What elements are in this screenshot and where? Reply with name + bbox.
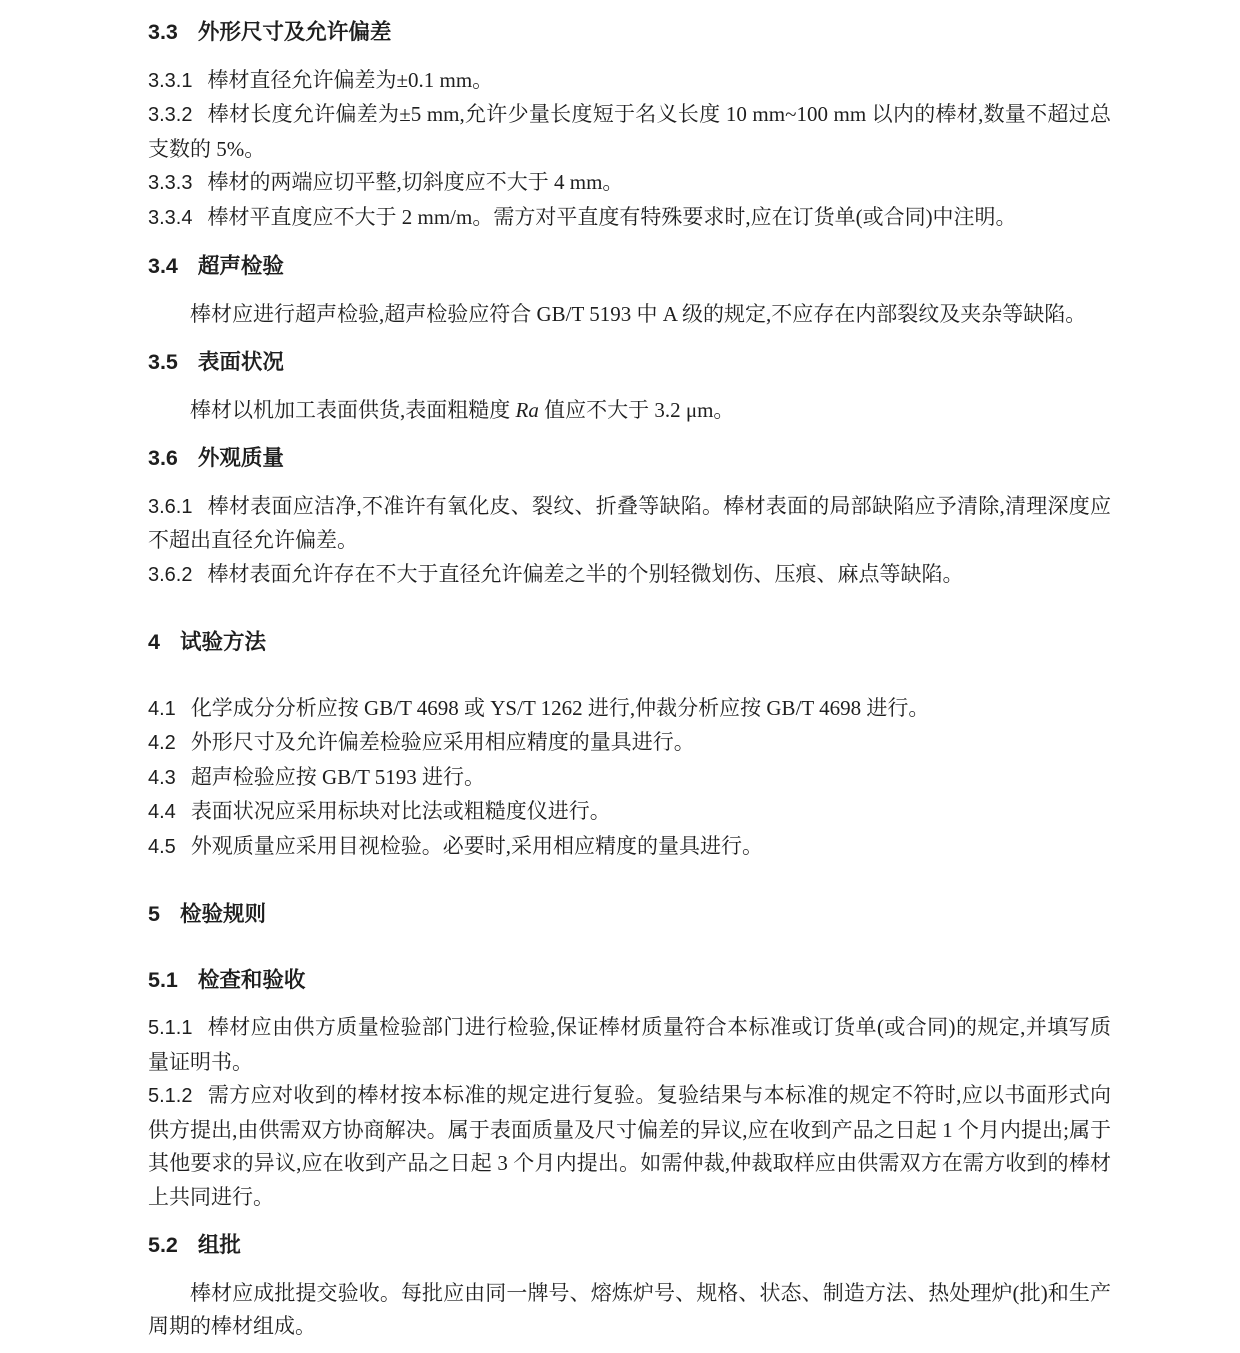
clause-5.1.1	[148, 1011, 1111, 1079]
paragraph-text-part: Ra	[515, 397, 539, 422]
clause-4.2	[148, 726, 1111, 761]
section-title: 组批	[197, 1233, 241, 1257]
section-heading-4	[148, 626, 1111, 660]
clause-number: 4.5	[148, 835, 176, 858]
clause-text: 棒材表面应洁净,不准许有氧化皮、裂纹、折叠等缺陷。棒材表面的局部缺陷应予清除,清理深度应不超出直径允许偏差。	[148, 493, 1111, 552]
paragraph	[148, 1277, 1111, 1344]
section-heading-3.5	[148, 346, 1111, 380]
clause-text: 棒材表面允许存在不大于直径允许偏差之半的个别轻微划伤、压痕、麻点等缺陷。	[207, 561, 964, 586]
section-title: 检验规则	[179, 902, 266, 926]
clause-4.5	[148, 830, 1111, 865]
section-title: 试验方法	[179, 630, 266, 654]
clause-text: 棒材应由供方质量检验部门进行检验,保证棒材质量符合本标准或订货单(或合同)的规定,并填写质量证明书。	[148, 1015, 1111, 1074]
paragraph-text: 棒材应成批提交验收。每批应由同一牌号、熔炼炉号、规格、状态、制造方法、热处理炉(批)和生产周期的棒材组成。	[148, 1280, 1111, 1338]
section-title: 外观质量	[197, 446, 284, 470]
paragraph	[148, 394, 1111, 428]
section-heading-3.4	[148, 250, 1111, 284]
clause-4.3	[148, 761, 1111, 796]
section-heading-5.2	[148, 1229, 1111, 1263]
section-title: 外形尺寸及允许偏差	[197, 20, 392, 44]
section-title: 检查和验收	[197, 967, 306, 992]
clause-text: 外形尺寸及允许偏差检验应采用相应精度的量具进行。	[190, 730, 695, 754]
section-title: 表面状况	[197, 350, 284, 374]
clause-number: 4.2	[148, 732, 176, 754]
clause-text: 外观质量应采用目视检验。必要时,采用相应精度的量具进行。	[190, 833, 764, 858]
clause-text: 表面状况应采用标块对比法或粗糙度仪进行。	[190, 799, 611, 823]
section-heading-3.6	[148, 442, 1111, 476]
clause-text: 化学成分分析应按 GB/T 4698 或 YS/T 1262 进行,仲裁分析应按 GB/T 4698 进行。	[190, 695, 930, 720]
section-number: 4	[148, 630, 160, 654]
section-title: 超声检验	[197, 254, 284, 278]
section-number: 3.5	[148, 350, 178, 374]
clause-3.3.4	[148, 201, 1111, 236]
clause-number: 3.3.2	[148, 104, 193, 126]
clause-text: 棒材直径允许偏差为±0.1 mm。	[207, 67, 494, 92]
section-number: 5	[148, 902, 160, 926]
clause-number: 3.6.2	[148, 563, 193, 586]
section-number: 5.2	[148, 1233, 178, 1257]
section-heading-3.3	[148, 16, 1111, 50]
section-number: 3.6	[148, 446, 178, 470]
clause-text: 需方应对收到的棒材按本标准的规定进行复验。复验结果与本标准的规定不符时,应以书面形式向供方提出,由供需双方协商解决。属于表面质量及尺寸偏差的异议,应在收到产品之日起 1 个月内提出;属于其他要求的异议,应在收到产品之日起 3 个月内提出。如需仲裁,仲裁取样应由供需双方在需方收到的棒材上共同进行。	[148, 1083, 1111, 1209]
clause-text: 棒材的两端应切平整,切斜度应不大于 4 mm。	[207, 170, 624, 194]
clause-number: 5.1.2	[148, 1085, 193, 1107]
document-body	[148, 4, 1111, 1344]
clause-5.1.2	[148, 1079, 1111, 1214]
paragraph-text-part: 棒材以机加工表面供货,表面粗糙度	[190, 397, 516, 422]
clause-number: 5.1.1	[148, 1017, 193, 1039]
clause-text: 棒材平直度应不大于 2 mm/m。需方对平直度有特殊要求时,应在订货单(或合同)中注明。	[207, 204, 1017, 229]
section-number: 5.1	[148, 967, 178, 992]
clause-3.3.1	[148, 64, 1111, 99]
clause-number: 3.3.1	[148, 69, 193, 92]
clause-3.3.3	[148, 166, 1111, 201]
clause-number: 3.6.1	[148, 495, 193, 518]
section-number: 3.4	[148, 254, 178, 278]
clause-number: 4.1	[148, 697, 176, 720]
paragraph-text: 棒材应进行超声检验,超声检验应符合 GB/T 5193 中 A 级的规定,不应存在内部裂纹及夹杂等缺陷。	[190, 301, 1087, 326]
clause-number: 3.3.3	[148, 172, 193, 194]
clause-3.6.1	[148, 490, 1111, 558]
paragraph-text-part: 值应不大于 3.2 μm。	[538, 397, 735, 422]
clause-3.3.2	[148, 98, 1111, 166]
section-number: 3.3	[148, 20, 178, 44]
clause-number: 3.3.4	[148, 206, 193, 229]
clause-4.4	[148, 795, 1111, 830]
paragraph	[148, 298, 1111, 332]
clause-number: 4.4	[148, 801, 176, 823]
clause-text: 棒材长度允许偏差为±5 mm,允许少量长度短于名义长度 10 mm~100 mm 以内的棒材,数量不超过总支数的 5%。	[148, 102, 1111, 161]
clause-number: 4.3	[148, 766, 176, 789]
clause-4.1	[148, 692, 1111, 727]
section-heading-5	[148, 898, 1111, 932]
clause-text: 超声检验应按 GB/T 5193 进行。	[190, 764, 486, 789]
section-heading-5.1	[148, 964, 1111, 998]
clause-3.6.2	[148, 558, 1111, 593]
